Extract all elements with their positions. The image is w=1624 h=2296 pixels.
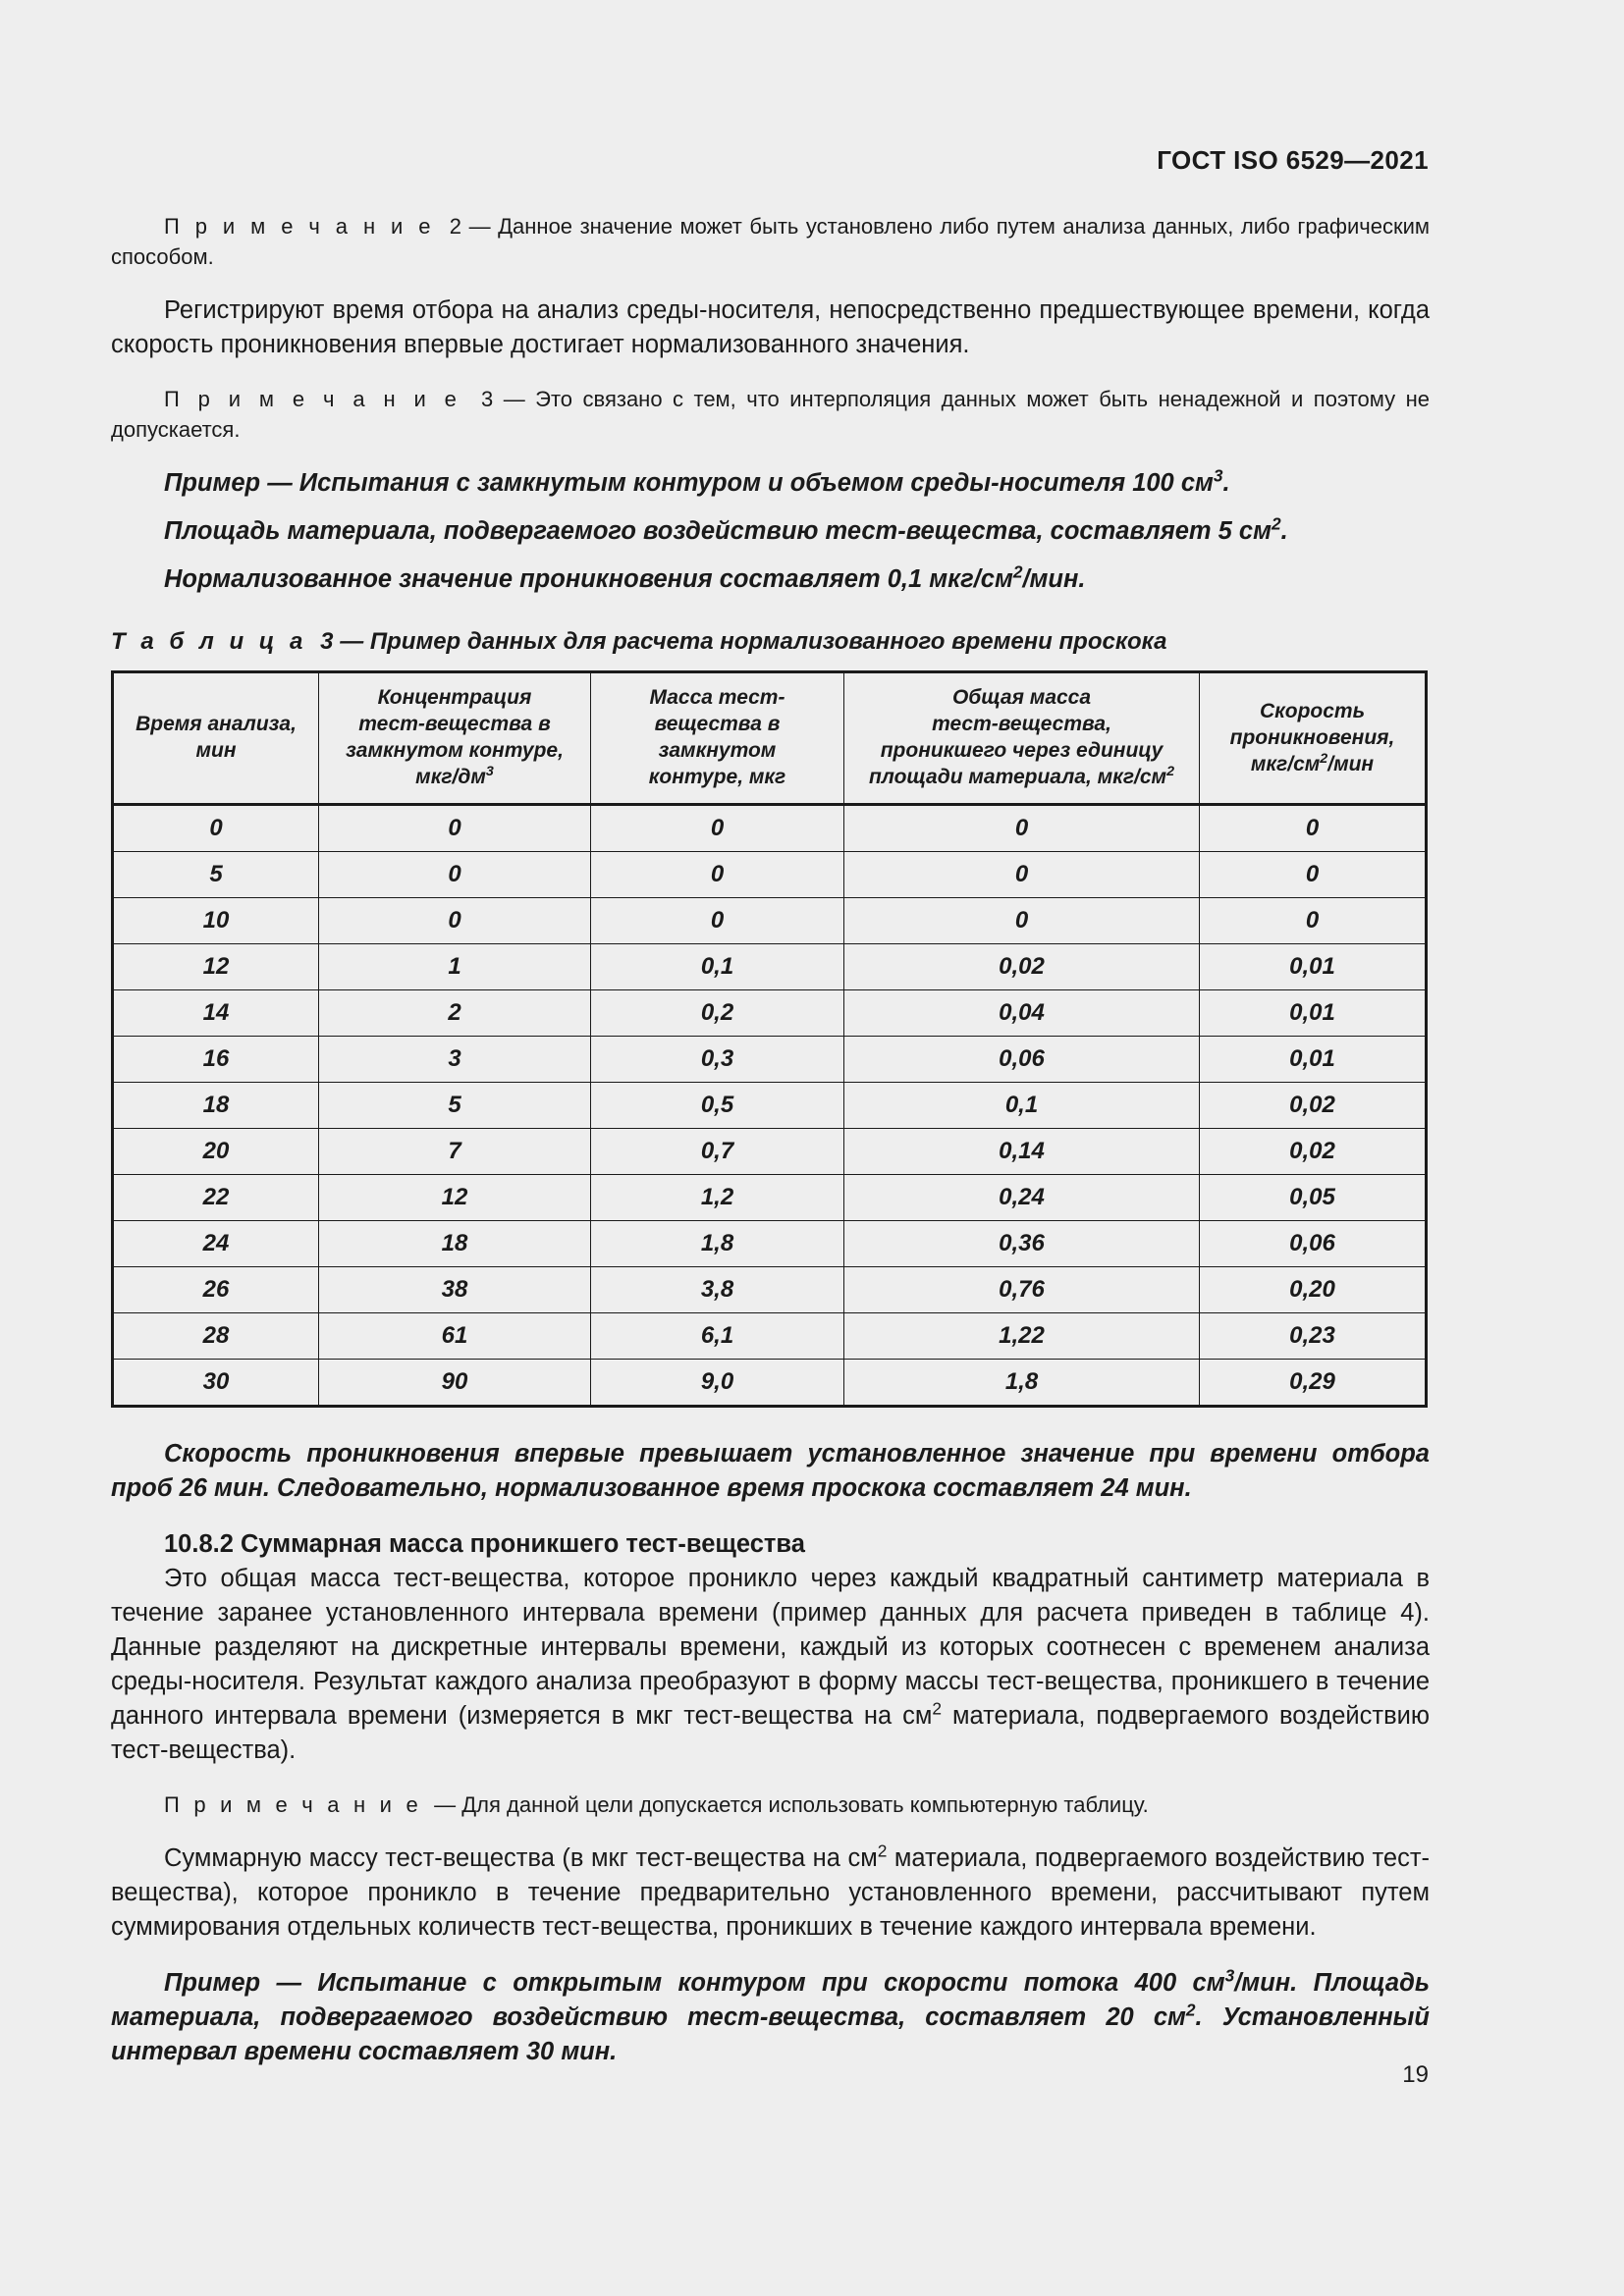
- table-cell: 0,01: [1200, 990, 1427, 1037]
- page-number: 19: [1402, 2061, 1429, 2088]
- table-row: [113, 805, 1427, 852]
- table-row: [113, 1221, 1427, 1267]
- example-2: [111, 1966, 1430, 2069]
- table-3-caption-label: Т а б л и ц а: [111, 628, 307, 655]
- table-cell: 0,01: [1200, 944, 1427, 990]
- table-cell: 3,8: [591, 1267, 844, 1313]
- note-4-text: — Для данной цели допускается использовать компьютерную таблицу.: [434, 1792, 1149, 1817]
- table-cell: 0,3: [591, 1037, 844, 1083]
- table-row: [113, 990, 1427, 1037]
- table-cell: 1,22: [844, 1313, 1200, 1360]
- example-1-line-2-sup: 2: [1271, 513, 1281, 534]
- paragraph-cumulative-sup: 2: [877, 1841, 888, 1861]
- table-cell: 0: [319, 852, 591, 898]
- heading-10-8-2: 10.8.2 Суммарная масса проникшего тест-вещества: [164, 1530, 805, 1558]
- hdr-sup: 3: [485, 764, 494, 779]
- table-cell: 0,01: [1200, 1037, 1427, 1083]
- paragraph-cumulative-mass: [111, 1842, 1430, 1945]
- table-row: [113, 1267, 1427, 1313]
- table-cell: 5: [319, 1083, 591, 1129]
- hdr-line: контуре, мкг: [648, 766, 786, 788]
- table-cell: 0: [1200, 852, 1427, 898]
- table-cell: 0: [1200, 898, 1427, 944]
- hdr-line: Общая масса: [951, 686, 1092, 709]
- paragraph-register-sampling-time: Регистрируют время отбора на анализ среды-носителя, непосредственно предшествующее времени, когда скорость проникновения впервые достигает нормализованного значения.: [111, 296, 1430, 358]
- table-row: [113, 1129, 1427, 1175]
- table-row: [113, 1083, 1427, 1129]
- table-cell: 0: [591, 805, 844, 852]
- table-cell: 0,02: [1200, 1129, 1427, 1175]
- example-2-a: Пример — Испытание с открытым контуром при скорости потока 400 см: [164, 1969, 1225, 1997]
- column-header-permeation-rate: [1200, 672, 1427, 805]
- hdr-line: мкг/см: [1250, 752, 1321, 775]
- table-cell: 0,1: [591, 944, 844, 990]
- table-cell: 0,05: [1200, 1175, 1427, 1221]
- table-cell: 12: [319, 1175, 591, 1221]
- example-1-line-2-text: Площадь материала, подвергаемого воздействию тест-вещества, составляет 5 см: [164, 517, 1272, 545]
- table-3: [111, 670, 1428, 1408]
- hdr-line: площади материала, мкг/см: [868, 766, 1167, 788]
- example-1-line-2-tail: .: [1280, 517, 1288, 545]
- table-cell: 0,36: [844, 1221, 1200, 1267]
- hdr-sup: 2: [1320, 750, 1328, 767]
- hdr-line: вещества в: [654, 713, 781, 735]
- note-2-number: 2: [449, 214, 462, 239]
- after-table-note: Скорость проникновения впервые превышает установленное значение при времени отбора проб 26 мин. Следовательно, нормализованное время проскока составляет 24 мин.: [111, 1440, 1430, 1502]
- table-cell: 0,7: [591, 1129, 844, 1175]
- table-cell: 0,06: [1200, 1221, 1427, 1267]
- hdr-line: Концентрация: [377, 686, 532, 709]
- table-cell: 20: [113, 1129, 319, 1175]
- table-3-caption-text: — Пример данных для расчета нормализованного времени проскока: [340, 628, 1167, 655]
- table-cell: 2: [319, 990, 591, 1037]
- example-1-line-1: [111, 466, 1430, 501]
- example-1-line-3-tail: /мин.: [1022, 565, 1086, 593]
- example-2-b: /мин. Площадь материала, подвергаемого воздействию тест-вещества, составляет 20 см: [111, 1969, 1430, 2031]
- table-cell: 26: [113, 1267, 319, 1313]
- table-cell: 0,24: [844, 1175, 1200, 1221]
- note-2-label: П р и м е ч а н и е: [164, 214, 435, 239]
- table-cell: 7: [319, 1129, 591, 1175]
- column-header-analysis-time: [113, 672, 319, 805]
- paragraph-total-mass-b: материала, подвергаемого воздействию тест-вещества).: [111, 1702, 1430, 1764]
- table-cell: 0: [319, 898, 591, 944]
- example-1-line-1-text: Пример — Испытания с замкнутым контуром и объемом среды-носителя 100 см: [164, 469, 1214, 497]
- paragraph-total-mass-sup: 2: [932, 1698, 943, 1719]
- table-cell: 0,06: [844, 1037, 1200, 1083]
- example-2-sup2: 2: [1185, 2000, 1196, 2020]
- hdr-sup: 2: [1166, 764, 1175, 779]
- hdr-line: тест-вещества,: [932, 713, 1111, 735]
- example-1-line-3-sup: 2: [1012, 561, 1023, 582]
- table-cell: 14: [113, 990, 319, 1037]
- table-cell: 18: [319, 1221, 591, 1267]
- table-cell: 3: [319, 1037, 591, 1083]
- table-cell: 6,1: [591, 1313, 844, 1360]
- table-cell: 0: [113, 805, 319, 852]
- table-3-caption: [111, 626, 1430, 658]
- hdr-line: Время анализа,: [135, 713, 297, 735]
- note-2-text: — Данное значение может быть установлено либо путем анализа данных, либо графическим способом.: [111, 214, 1430, 269]
- table-row: [113, 898, 1427, 944]
- table-row: [113, 1360, 1427, 1407]
- table-row: [113, 1037, 1427, 1083]
- table-cell: 90: [319, 1360, 591, 1407]
- hdr-line: замкнутом: [658, 739, 777, 762]
- table-cell: 0,29: [1200, 1360, 1427, 1407]
- paragraph-cumulative-a: Суммарную массу тест-вещества (в мкг тест-вещества на см: [164, 1844, 878, 1872]
- table-cell: 10: [113, 898, 319, 944]
- hdr-line: мин: [195, 739, 237, 762]
- example-1-line-1-sup: 3: [1213, 465, 1223, 486]
- example-1-line-3-text: Нормализованное значение проникновения составляет 0,1 мкг/см: [164, 565, 1013, 593]
- table-cell: 18: [113, 1083, 319, 1129]
- table-3-caption-number: 3: [320, 628, 334, 655]
- table-cell: 1: [319, 944, 591, 990]
- table-cell: 0,23: [1200, 1313, 1427, 1360]
- table-header-row: [113, 672, 1427, 805]
- table-cell: 30: [113, 1360, 319, 1407]
- table-cell: 0,5: [591, 1083, 844, 1129]
- table-cell: 5: [113, 852, 319, 898]
- note-3-text: — Это связано с тем, что интерполяция данных может быть ненадежной и поэтому не допускается.: [111, 387, 1430, 442]
- hdr-line: тест-вещества в: [358, 713, 551, 735]
- example-1-line-2: [111, 514, 1430, 549]
- paragraph-total-mass-a: Это общая масса тест-вещества, которое проникло через каждый квадратный сантиметр материала в течение заранее установленного интервала времени (пример данных для расчета приведен в таблице 4). Данные разделяют на дискретные интервалы времени, каждый из которых соотнесен с временем анализа среды-носителя. Результат каждого анализа преобразуют в форму массы тест-вещества, проникшего в течение данного интервала времени (измеряется в мкг тест-вещества на см: [111, 1565, 1430, 1730]
- table-cell: 0: [844, 898, 1200, 944]
- column-header-mass: [591, 672, 844, 805]
- example-2-sup1: 3: [1224, 1965, 1235, 1986]
- paragraph-cumulative-b: материала, подвергаемого воздействию тест-вещества), которое проникло в течение предварительно установленного времени, рассчитывают путем суммирования отдельных количеств тест-вещества, проникших в течение каждого интервала времени.: [111, 1844, 1430, 1941]
- table-cell: 0,02: [844, 944, 1200, 990]
- table-cell: 1,8: [844, 1360, 1200, 1407]
- table-cell: 24: [113, 1221, 319, 1267]
- table-cell: 38: [319, 1267, 591, 1313]
- table-row: [113, 1313, 1427, 1360]
- paragraph-total-mass: [111, 1562, 1430, 1768]
- table-cell: 9,0: [591, 1360, 844, 1407]
- page-header-standard-id: ГОСТ ISO 6529—2021: [1157, 145, 1429, 175]
- hdr-line: замкнутом контуре,: [346, 739, 564, 762]
- table-row: [113, 1175, 1427, 1221]
- table-cell: 0,1: [844, 1083, 1200, 1129]
- hdr-line: /мин: [1327, 752, 1375, 775]
- table-cell: 61: [319, 1313, 591, 1360]
- page-content: [111, 211, 1430, 2069]
- column-header-concentration: [319, 672, 591, 805]
- example-1-line-1-tail: .: [1222, 469, 1230, 497]
- hdr-line: Масса тест-: [649, 686, 785, 709]
- table-cell: 0,76: [844, 1267, 1200, 1313]
- hdr-line: проникшего через единицу: [880, 739, 1164, 762]
- table-cell: 22: [113, 1175, 319, 1221]
- table-cell: 0: [591, 852, 844, 898]
- table-cell: 1,8: [591, 1221, 844, 1267]
- table-cell: 0: [844, 805, 1200, 852]
- note-4-label: П р и м е ч а н и е: [164, 1792, 422, 1817]
- table-cell: 0,14: [844, 1129, 1200, 1175]
- table-cell: 1,2: [591, 1175, 844, 1221]
- note-3: [111, 384, 1430, 445]
- table-row: [113, 944, 1427, 990]
- table-cell: 0: [844, 852, 1200, 898]
- note-3-label: П р и м е ч а н и е: [164, 387, 461, 411]
- table-body: [113, 805, 1427, 1407]
- table-row: [113, 852, 1427, 898]
- table-cell: 16: [113, 1037, 319, 1083]
- table-cell: 0: [1200, 805, 1427, 852]
- note-4: [111, 1789, 1430, 1820]
- example-1-line-3: [111, 562, 1430, 597]
- example-2-c: . Установленный интервал времени составляет 30 мин.: [111, 2003, 1430, 2065]
- column-header-total-mass: [844, 672, 1200, 805]
- table-cell: 0,04: [844, 990, 1200, 1037]
- table-cell: 0,2: [591, 990, 844, 1037]
- hdr-line: проникновения,: [1229, 725, 1395, 749]
- note-3-number: 3: [480, 387, 494, 411]
- table-cell: 28: [113, 1313, 319, 1360]
- table-cell: 0,02: [1200, 1083, 1427, 1129]
- table-cell: 0,20: [1200, 1267, 1427, 1313]
- hdr-line: Скорость: [1259, 699, 1366, 722]
- hdr-line: мкг/дм: [415, 766, 486, 788]
- table-cell: 0: [591, 898, 844, 944]
- table-cell: 12: [113, 944, 319, 990]
- table-cell: 0: [319, 805, 591, 852]
- note-2: [111, 211, 1430, 272]
